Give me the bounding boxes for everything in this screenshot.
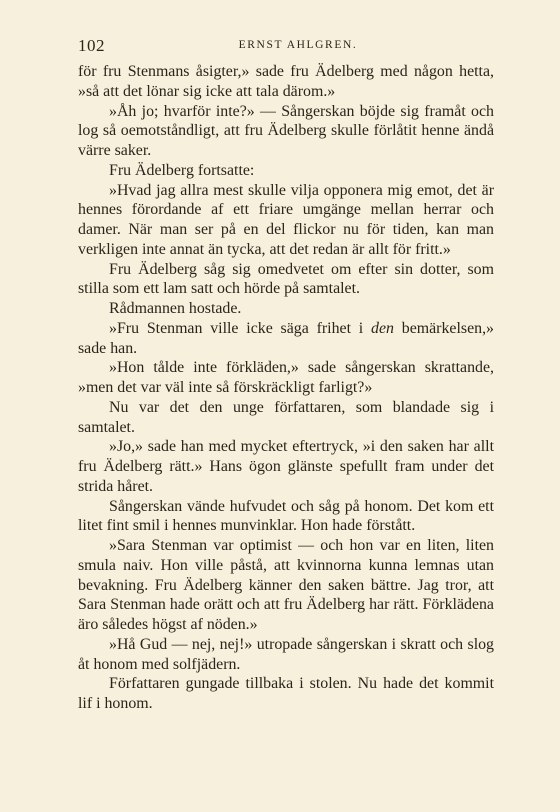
paragraph <box>78 398 494 438</box>
paragraph-text: »Hvad jag allra mest skulle vilja opponera mig emot, det är hennes förordande af ett friare umgänge mellan herrar och damer. När man ser på en del flickor nu för tiden, kan man verkligen inte annat än tycka, att det redan är allt för fritt.» <box>78 181 494 258</box>
paragraph <box>78 319 494 359</box>
paragraph <box>78 62 494 102</box>
paragraph-text: för fru Stenmans åsigter,» sade fru Ädelberg med någon hetta, »så att det lönar sig icke att tala därom.» <box>78 63 494 100</box>
paragraph-text: Rådmannen hostade. <box>109 300 242 317</box>
running-title: ERNST AHLGREN. <box>238 39 358 51</box>
paragraph-text: bemärkelsen,» sade han. <box>78 319 494 357</box>
paragraph-text: »Fru Stenman ville icke säga frihet i <box>109 319 372 337</box>
emphasized-word: den <box>371 319 394 337</box>
paragraph-text: Fru Ädelberg fortsatte: <box>109 161 255 179</box>
paragraph <box>78 161 494 181</box>
paragraph-text: Sångerskan vände hufvudet och såg på honom. Det kom ett litet fint smil i hennes munvinklar. Hon hade förstått. <box>78 497 494 535</box>
paragraph-text: Författaren gungade tillbaka i stolen. Nu hade det kommit lif i honom. <box>78 675 494 712</box>
paragraph-text: »Hon tålde inte förkläden,» sade sångerskan skrattande, »men det var väl inte så förskräckligt farligt?» <box>78 359 494 396</box>
paragraph-text: »Jo,» sade han med mycket eftertryck, »i den saken har allt fru Ädelberg rätt.» Hans ögon glänste spefullt fram under det strida håret. <box>78 438 494 495</box>
paragraph <box>78 260 494 300</box>
running-head <box>78 36 494 56</box>
paragraph <box>78 635 494 675</box>
paragraph-text: »Åh jo; hvarför inte?» — Sångerskan böjde sig framåt och log så oemotståndligt, att fru Ädelberg skulle förlåtit henne ändå värre saker. <box>78 102 494 159</box>
paragraph <box>78 437 494 496</box>
body-text <box>78 62 494 714</box>
paragraph-text: Nu var det den unge författaren, som blandade sig i samtalet. <box>78 398 494 436</box>
paragraph-text: Fru Ädelberg såg sig omedvetet om efter sin dotter, som stilla som ett lam satt och hörde på samtalet. <box>78 260 494 298</box>
page-number: 102 <box>78 36 105 55</box>
paragraph <box>78 181 494 260</box>
paragraph <box>78 497 494 537</box>
paragraph-text: »Hå Gud — nej, nej!» utropade sångerskan i skratt och slog åt honom med solfjädern. <box>78 635 494 673</box>
paragraph <box>78 674 494 714</box>
paragraph-text: »Sara Stenman var optimist — och hon var en liten, liten smula naiv. Hon ville påstå, att kvinnorna kunna lemnas utan bevakning. Fru Ädelberg känner den saken bättre. Jag tror, att Sara Stenman hade orätt och att fru Ädelberg har rätt. Förklädena äro således högst af nöden.» <box>78 537 494 633</box>
paragraph <box>78 358 494 398</box>
paragraph <box>78 102 494 161</box>
paragraph <box>78 299 494 319</box>
paragraph <box>78 536 494 635</box>
